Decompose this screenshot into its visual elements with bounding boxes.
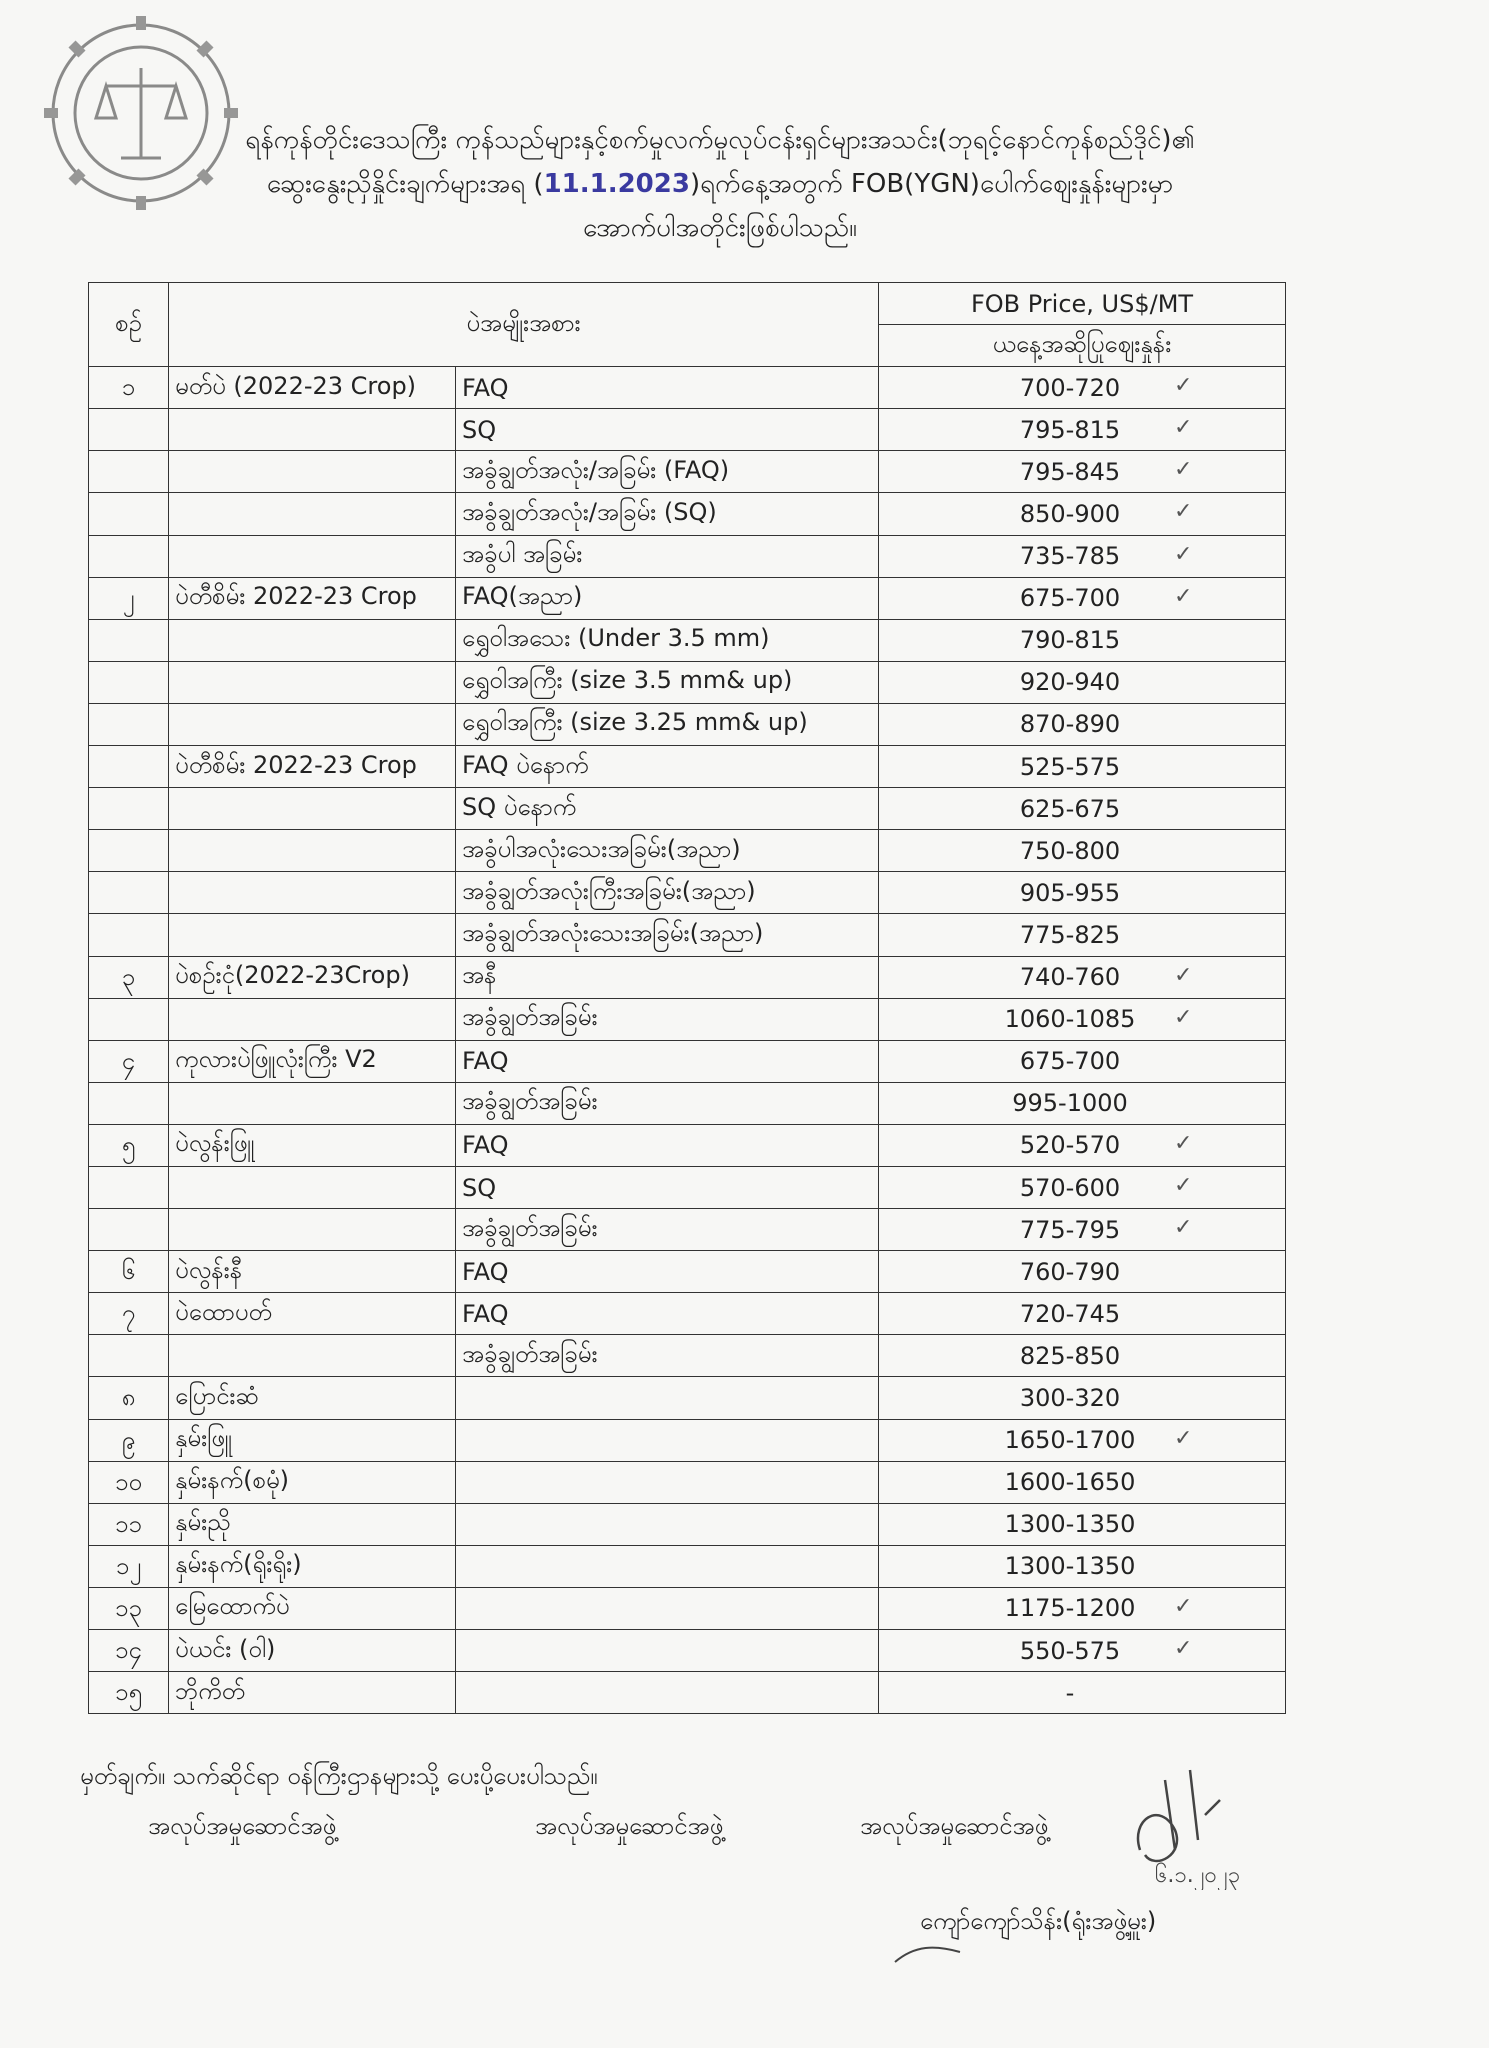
price-value: 995-1000: [1012, 1089, 1128, 1118]
price-value: 300-320: [1019, 1383, 1121, 1412]
price-value: 520-570: [1019, 1131, 1121, 1160]
commodity-grade: [456, 1419, 879, 1461]
price-cell: [879, 956, 1286, 998]
table-row: [89, 619, 1286, 661]
row-number: ၆: [89, 1251, 169, 1293]
remark-note: မှတ်ချက်။ သက်ဆိုင်ရာ ဝန်ကြီးဌာနများသို့ ပေးပို့ပေးပါသည်။: [80, 1762, 598, 1790]
price-cell: [879, 703, 1286, 745]
price-value: 735-785: [1019, 542, 1121, 571]
price-value: 625-675: [1019, 794, 1121, 823]
price-cell: [879, 872, 1286, 914]
commodity-grade: အခွံချွတ်အလုံး/အခြမ်း (FAQ): [456, 451, 879, 493]
price-value: 525-575: [1019, 752, 1121, 781]
price-cell: [879, 1545, 1286, 1587]
commodity-name: [169, 409, 456, 451]
commodity-name: မြေထောက်ပဲ: [169, 1587, 456, 1629]
commodity-name: [169, 830, 456, 872]
price-value: 720-745: [1019, 1299, 1121, 1328]
price-value: 675-700: [1019, 584, 1121, 613]
price-cell: [879, 577, 1286, 619]
row-number: ၁၃: [89, 1587, 169, 1629]
signature-label-1: အလုပ်အမှုဆောင်အဖွဲ့: [148, 1812, 337, 1840]
price-value: 1300-1350: [1004, 1552, 1136, 1581]
row-number: ၁: [89, 367, 169, 409]
commodity-name: [169, 1209, 456, 1251]
header-line-2-pre: ဆွေးနွေးညှိနှိုင်းချက်များအရ (: [266, 169, 544, 199]
price-value: -: [1065, 1678, 1075, 1707]
row-number: ၁၅: [89, 1672, 169, 1714]
price-value: 870-890: [1019, 710, 1121, 739]
commodity-name: ပဲတီစိမ်း 2022-23 Crop: [169, 577, 456, 619]
checkmark-icon: ✓: [1174, 499, 1193, 525]
table-row: [89, 1293, 1286, 1335]
checkmark-icon: ✓: [1174, 1636, 1193, 1661]
commodity-grade: FAQ: [456, 1293, 879, 1335]
table-row: [89, 1251, 1286, 1293]
table-row: [89, 535, 1286, 577]
price-value: 740-760: [1019, 963, 1121, 992]
commodity-name: ဘိုကိတ်: [169, 1672, 456, 1714]
price-cell: [879, 746, 1286, 788]
table-row: [89, 1209, 1286, 1251]
table-row: [89, 703, 1286, 745]
table-row: [89, 746, 1286, 788]
price-cell: [879, 493, 1286, 535]
commodity-grade: အခွံချွတ်အလုံးကြီးအခြမ်း(အညာ): [456, 872, 879, 914]
table-row: [89, 451, 1286, 493]
price-value: 550-575: [1019, 1636, 1121, 1665]
price-cell: [879, 788, 1286, 830]
price-cell: [879, 1082, 1286, 1124]
handwritten-signature: [1120, 1760, 1280, 1890]
commodity-grade: အခွံချွတ်အလုံးသေးအခြမ်း(အညာ): [456, 914, 879, 956]
price-cell: [879, 451, 1286, 493]
price-value: 700-720: [1019, 373, 1121, 402]
row-number: [89, 830, 169, 872]
table-row: [89, 1377, 1286, 1419]
row-number: [89, 703, 169, 745]
price-cell: [879, 1293, 1286, 1335]
row-number: ၈: [89, 1377, 169, 1419]
price-cell: [879, 535, 1286, 577]
row-number: [89, 788, 169, 830]
row-number: [89, 661, 169, 703]
table-row: [89, 1587, 1286, 1629]
price-date: 11.1.2023: [543, 169, 690, 199]
commodity-name: ပဲစဉ်းငုံ(2022-23Crop): [169, 956, 456, 998]
commodity-grade: FAQ: [456, 1251, 879, 1293]
price-cell: [879, 1503, 1286, 1545]
price-cell: [879, 1461, 1286, 1503]
row-number: ၂: [89, 577, 169, 619]
price-value: 1300-1350: [1004, 1510, 1136, 1539]
price-cell: [879, 1040, 1286, 1082]
commodity-grade: [456, 1503, 879, 1545]
pen-stroke-mark: [890, 1940, 970, 1970]
price-cell: [879, 1124, 1286, 1166]
commodity-name: [169, 619, 456, 661]
commodity-grade: အခွံချွတ်အခြမ်း: [456, 998, 879, 1040]
commodity-grade: SQ ပဲနောက်: [456, 788, 879, 830]
checkmark-icon: ✓: [1174, 1130, 1193, 1156]
commodity-name: [169, 451, 456, 493]
commodity-name: နှမ်းနက်(စမုံ): [169, 1461, 456, 1503]
commodity-grade: [456, 1587, 879, 1629]
commodity-grade: [456, 1377, 879, 1419]
row-number: ၃: [89, 956, 169, 998]
price-cell: [879, 409, 1286, 451]
row-number: [89, 872, 169, 914]
row-number: [89, 409, 169, 451]
row-number: [89, 535, 169, 577]
commodity-name: ပြောင်းဆံ: [169, 1377, 456, 1419]
commodity-name: [169, 535, 456, 577]
price-value: 850-900: [1019, 500, 1121, 529]
row-number: ၉: [89, 1419, 169, 1461]
price-cell: [879, 1335, 1286, 1377]
table-row: [89, 577, 1286, 619]
checkmark-icon: ✓: [1174, 457, 1193, 483]
price-value: 795-845: [1019, 457, 1121, 486]
commodity-name: [169, 872, 456, 914]
commodity-grade: FAQ: [456, 1040, 879, 1082]
row-number: [89, 998, 169, 1040]
row-number: ၇: [89, 1293, 169, 1335]
price-cell: [879, 1377, 1286, 1419]
commodity-grade: အနီ: [456, 956, 879, 998]
table-row: [89, 1335, 1286, 1377]
document-header: [100, 118, 1340, 250]
commodity-grade: [456, 1461, 879, 1503]
commodity-name: [169, 788, 456, 830]
commodity-grade: FAQ ပဲနောက်: [456, 746, 879, 788]
price-cell: [879, 367, 1286, 409]
price-rows: [89, 367, 1286, 1714]
commodity-grade: ရွှေဝါအကြီး (size 3.5 mm& up): [456, 661, 879, 703]
checkmark-icon: ✓: [1174, 373, 1193, 399]
row-number: ၄: [89, 1040, 169, 1082]
commodity-name: [169, 1082, 456, 1124]
row-number: [89, 914, 169, 956]
row-number: ၁၁: [89, 1503, 169, 1545]
commodity-grade: FAQ: [456, 1124, 879, 1166]
table-row: [89, 409, 1286, 451]
commodity-grade: FAQ: [456, 367, 879, 409]
checkmark-icon: ✓: [1174, 962, 1193, 988]
table-row: [89, 1124, 1286, 1166]
table-row: [89, 1461, 1286, 1503]
checkmark-icon: ✓: [1174, 1004, 1193, 1030]
table-row: [89, 1166, 1286, 1208]
checkmark-icon: ✓: [1174, 1425, 1193, 1451]
commodity-name: [169, 998, 456, 1040]
table-row: [89, 872, 1286, 914]
price-value: 775-825: [1019, 920, 1121, 949]
table-row: [89, 1545, 1286, 1587]
table-row: [89, 788, 1286, 830]
commodity-grade: ရွှေဝါအကြီး (size 3.25 mm& up): [456, 703, 879, 745]
price-cell: [879, 1419, 1286, 1461]
table-row: [89, 1419, 1286, 1461]
commodity-name: ပဲတီစိမ်း 2022-23 Crop: [169, 746, 456, 788]
header-line-3: အောက်ပါအတိုင်းဖြစ်ပါသည်။: [583, 213, 857, 243]
table-row: [89, 914, 1286, 956]
commodity-grade: SQ: [456, 1166, 879, 1208]
commodity-name: ကုလားပဲဖြူလုံးကြီး V2: [169, 1040, 456, 1082]
header-line-2-post: )ရက်နေ့အတွက် FOB(YGN)ပေါက်ဈေးနှုန်းများမှာ: [689, 169, 1174, 199]
price-value: 795-815: [1019, 415, 1121, 444]
price-table: [88, 282, 1286, 1714]
price-value: 570-600: [1019, 1173, 1121, 1202]
price-cell: [879, 1587, 1286, 1629]
price-value: 920-940: [1019, 668, 1121, 697]
table-row: [89, 998, 1286, 1040]
commodity-name: ပဲထောပတ်: [169, 1293, 456, 1335]
col-header-price: FOB Price, US$/MT: [879, 283, 1286, 325]
table-row: [89, 1630, 1286, 1672]
col-header-type: ပဲအမျိုးအစား: [169, 283, 879, 367]
price-value: 1175-1200: [1004, 1594, 1136, 1623]
checkmark-icon: ✓: [1174, 1593, 1193, 1619]
col-header-price-sub: ယနေ့အဆိုပြုဈေးနှုန်း: [879, 325, 1286, 367]
commodity-grade: အခွံပါအလုံးသေးအခြမ်း(အညာ): [456, 830, 879, 872]
commodity-name: [169, 914, 456, 956]
price-value: 675-700: [1019, 1047, 1121, 1076]
row-number: [89, 1166, 169, 1208]
commodity-grade: [456, 1545, 879, 1587]
table-row: [89, 1082, 1286, 1124]
checkmark-icon: ✓: [1174, 583, 1193, 609]
row-number: [89, 451, 169, 493]
commodity-grade: ရွှေဝါအသေး (Under 3.5 mm): [456, 619, 879, 661]
commodity-name: နှမ်းနက်(ရိုးရိုး): [169, 1545, 456, 1587]
commodity-grade: အခွံချွတ်အခြမ်း: [456, 1335, 879, 1377]
commodity-name: ပဲလွန်းဖြူ: [169, 1124, 456, 1166]
price-cell: [879, 1630, 1286, 1672]
price-value: 790-815: [1019, 626, 1121, 655]
header-line-2: [100, 162, 1340, 206]
signer-name: ကျော်ကျော်သိန်း(ရုံးအဖွဲ့မှူး): [920, 1907, 1157, 1935]
signature-label-3: အလုပ်အမှုဆောင်အဖွဲ့: [860, 1812, 1049, 1840]
price-value: 1650-1700: [1004, 1426, 1136, 1455]
table-row: [89, 493, 1286, 535]
row-number: [89, 746, 169, 788]
table-row: [89, 1040, 1286, 1082]
row-number: ၁၀: [89, 1461, 169, 1503]
commodity-grade: FAQ(အညာ): [456, 577, 879, 619]
signature-date: ၆.၁.၂၀၂၃: [1155, 1863, 1241, 1888]
commodity-name: [169, 1166, 456, 1208]
price-cell: [879, 1166, 1286, 1208]
price-value: 905-955: [1019, 878, 1121, 907]
table-row: [89, 367, 1286, 409]
commodity-name: နှမ်းညို: [169, 1503, 456, 1545]
row-number: [89, 1209, 169, 1251]
checkmark-icon: ✓: [1174, 541, 1193, 567]
row-number: ၁၂: [89, 1545, 169, 1587]
commodity-grade: အခွံချွတ်အခြမ်း: [456, 1209, 879, 1251]
price-cell: [879, 914, 1286, 956]
price-cell: [879, 998, 1286, 1040]
commodity-grade: [456, 1672, 879, 1714]
price-value: 825-850: [1019, 1341, 1121, 1370]
row-number: [89, 493, 169, 535]
table-row: [89, 661, 1286, 703]
row-number: [89, 1082, 169, 1124]
header-line-1: ရန်ကုန်တိုင်းဒေသကြီး ကုန်သည်များနှင့်စက်မှုလက်မှုလုပ်ငန်းရှင်များအသင်း(ဘုရင့်နောင်ကုန်စည်ဒိုင်)၏: [245, 125, 1195, 155]
table-row: [89, 1503, 1286, 1545]
commodity-grade: အခွံချွတ်အလုံး/အခြမ်း (SQ): [456, 493, 879, 535]
commodity-name: [169, 661, 456, 703]
signature-label-2: အလုပ်အမှုဆောင်အဖွဲ့: [535, 1812, 724, 1840]
commodity-name: ပဲယင်း (ဝါ): [169, 1630, 456, 1672]
price-cell: [879, 661, 1286, 703]
table-row: [89, 956, 1286, 998]
price-cell: [879, 1209, 1286, 1251]
row-number: [89, 619, 169, 661]
price-cell: [879, 619, 1286, 661]
price-value: 760-790: [1019, 1257, 1121, 1286]
commodity-name: နှမ်းဖြူ: [169, 1419, 456, 1461]
commodity-name: [169, 703, 456, 745]
price-cell: [879, 830, 1286, 872]
price-value: 1600-1650: [1004, 1468, 1136, 1497]
checkmark-icon: ✓: [1174, 415, 1193, 441]
col-header-no: စဉ်: [89, 283, 169, 367]
commodity-name: [169, 493, 456, 535]
checkmark-icon: ✓: [1174, 1172, 1193, 1198]
row-number: ၁၄: [89, 1630, 169, 1672]
price-value: 1060-1085: [1004, 1005, 1136, 1034]
row-number: [89, 1335, 169, 1377]
price-value: 750-800: [1019, 836, 1121, 865]
price-cell: [879, 1251, 1286, 1293]
table-row: [89, 1672, 1286, 1714]
commodity-name: မတ်ပဲ (2022-23 Crop): [169, 367, 456, 409]
commodity-grade: SQ: [456, 409, 879, 451]
row-number: ၅: [89, 1124, 169, 1166]
commodity-grade: [456, 1630, 879, 1672]
price-value: 775-795: [1019, 1215, 1121, 1244]
price-cell: [879, 1672, 1286, 1714]
commodity-grade: အခွံချွတ်အခြမ်း: [456, 1082, 879, 1124]
checkmark-icon: ✓: [1174, 1215, 1193, 1241]
commodity-name: ပဲလွန်းနီ: [169, 1251, 456, 1293]
commodity-grade: အခွံပါ အခြမ်း: [456, 535, 879, 577]
commodity-name: [169, 1335, 456, 1377]
table-row: [89, 830, 1286, 872]
